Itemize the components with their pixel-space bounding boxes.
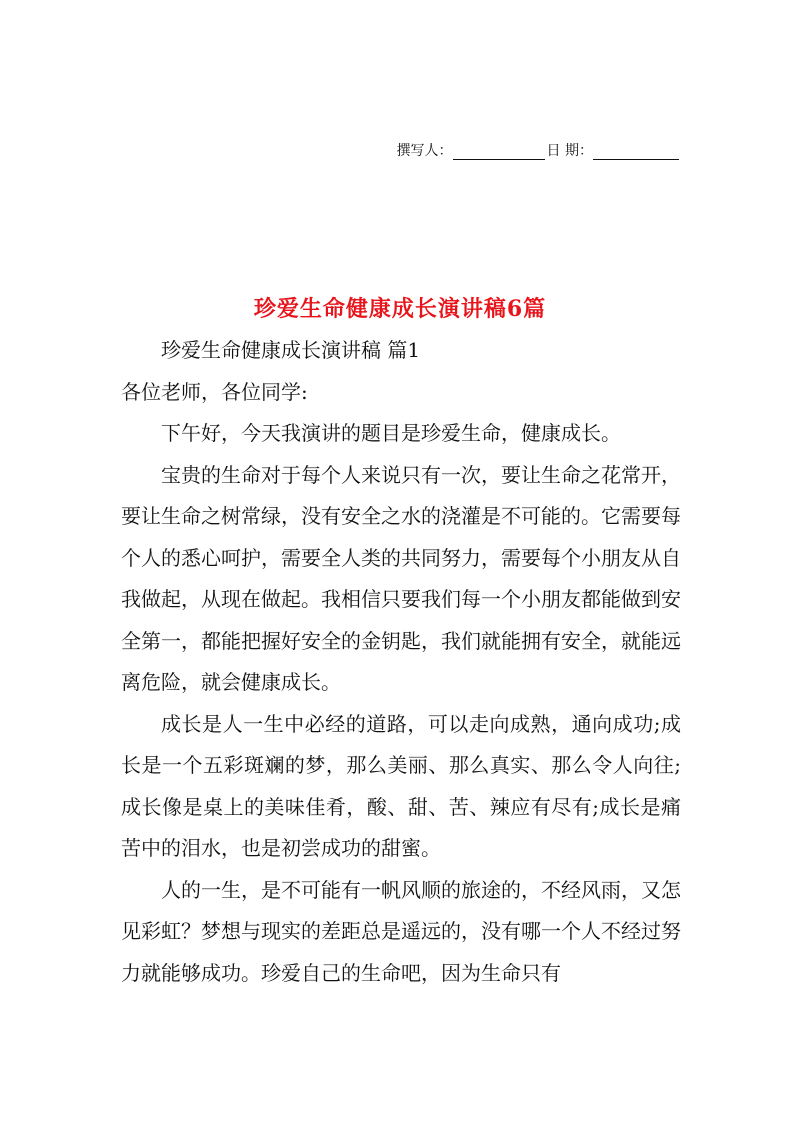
body-paragraph: 成长是人一生中必经的道路，可以走向成熟，通向成功;成长是一个五彩斑斓的梦，那么美丽、那么真实、那么令人向往;成长像是桌上的美味佳肴，酸、甜、苦、辣应有尽有;成长是痛苦中的泪水，也是初尝成功的甜蜜。 [121,711,681,860]
body-paragraph: 宝贵的生命对于每个人来说只有一次，要让生命之花常开，要让生命之树常绿，没有安全之水的浇灌是不可能的。它需要每个人的悉心呵护，需要全人类的共同努力，需要每个小朋友从自我做起，从现在做起。我相信只要我们每一个小朋友都能做到安全第一，都能把握好安全的金钥匙，我们就能拥有安全，就能远离危险，就会健康成长。 [121,462,681,694]
document-title: 珍爱生命健康成长演讲稿6篇 [253,296,547,322]
salutation-paragraph: 各位老师，各位同学: [121,379,308,404]
author-label: 撰写人： [396,143,453,159]
section-heading: 珍爱生命健康成长演讲稿 篇1 [161,338,421,362]
document-body [121,330,681,994]
body-paragraph: 下午好，今天我演讲的题目是珍爱生命，健康成长。 [161,421,621,445]
date-label: 日 期： [546,143,593,159]
date-blank-field [593,145,679,160]
author-blank-field [453,145,545,160]
header-signature-line [397,140,679,160]
body-paragraph: 人的一生，是不可能有一帆风顺的旅途的，不经风雨，又怎见彩虹？梦想与现实的差距总是遥远的，没有哪一个人不经过努力就能够成功。珍爱自己的生命吧，因为生命只有 [121,877,681,985]
